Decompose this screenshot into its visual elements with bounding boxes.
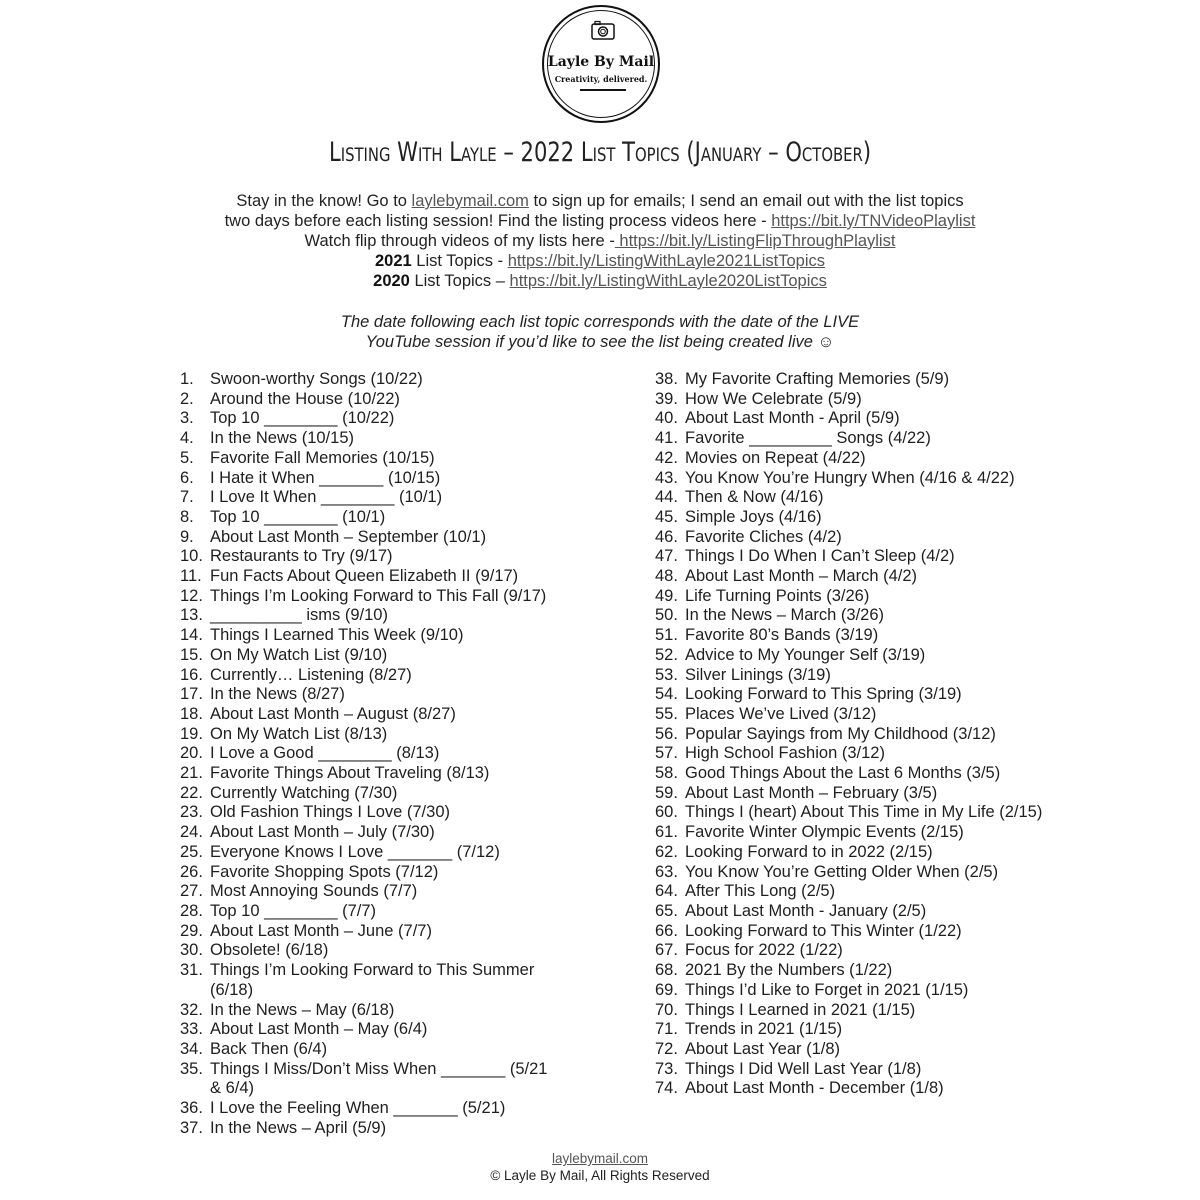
list-item-number: 51.	[655, 626, 678, 645]
year-2020-label: 2020	[373, 272, 410, 290]
list-item-text: On My Watch List (8/13)	[210, 724, 388, 743]
list-item-text: Currently… Listening (8/27)	[210, 665, 412, 684]
list-item-text: Things I Miss/Don’t Miss When _______ (5/21 & 6/4)	[210, 1059, 548, 1098]
list-item-text: In the News (8/27)	[210, 685, 345, 704]
list-item-number: 6.	[180, 468, 194, 487]
list-item-text: Top 10 ________ (7/7)	[210, 901, 377, 920]
list-item-number: 28.	[180, 901, 203, 920]
list-item-text: Focus for 2022 (1/22)	[685, 941, 843, 960]
list-item-text: Then & Now (4/16)	[685, 488, 824, 507]
list-item	[655, 784, 1075, 804]
list-item	[180, 587, 640, 607]
list-item	[180, 1040, 640, 1060]
list-item-number: 44.	[655, 488, 678, 507]
list-item-text: I Love a Good ________ (8/13)	[210, 744, 440, 763]
list-item-text: Movies on Repeat (4/22)	[685, 448, 866, 467]
list-item	[180, 1119, 640, 1139]
list-item	[180, 1020, 640, 1040]
list-item-number: 69.	[655, 980, 678, 999]
list-item-text: I Love the Feeling When _______ (5/21)	[210, 1099, 506, 1118]
list-item-number: 49.	[655, 586, 678, 605]
footer-copyright: © Layle By Mail, All Rights Reserved	[490, 1168, 710, 1183]
list-item-number: 70.	[655, 1000, 678, 1019]
list-item	[655, 922, 1075, 942]
list-item-number: 62.	[655, 842, 678, 861]
list-item	[180, 823, 640, 843]
list-item-text: Looking Forward to This Winter (1/22)	[685, 921, 962, 940]
list-item-text: Most Annoying Sounds (7/7)	[210, 882, 418, 901]
list-item-number: 67.	[655, 941, 678, 960]
list-item-number: 53.	[655, 665, 678, 684]
camera-icon	[591, 20, 615, 40]
list-item	[655, 882, 1075, 902]
list-item-text: Swoon-worthy Songs (10/22)	[210, 370, 423, 388]
list-item-text: Favorite Fall Memories (10/15)	[210, 448, 435, 467]
list-item	[655, 429, 1075, 449]
list-item-text: I Love It When ________ (10/1)	[210, 488, 443, 507]
list-item-number: 26.	[180, 862, 203, 881]
list-item	[655, 725, 1075, 745]
list-item-text: About Last Month – March (4/2)	[685, 567, 918, 586]
list-item-text: In the News (10/15)	[210, 429, 354, 448]
intro-text: two days before each listing session! Find the listing process videos here -	[224, 212, 772, 230]
list-item-number: 32.	[180, 1000, 203, 1019]
list-item-number: 12.	[180, 586, 203, 605]
list-item-number: 31.	[180, 961, 203, 980]
list-item	[655, 606, 1075, 626]
list-item-text: My Favorite Crafting Memories (5/9)	[685, 370, 950, 388]
list-item-text: About Last Month – May (6/4)	[210, 1020, 428, 1039]
list-item-number: 56.	[655, 724, 678, 743]
list-item	[180, 606, 640, 626]
list-item	[180, 922, 640, 942]
intro-line-3	[0, 231, 1200, 251]
intro-line-4	[0, 251, 1200, 271]
list-item-number: 68.	[655, 961, 678, 980]
list-item-number: 37.	[180, 1118, 203, 1137]
list-item-text: In the News – April (5/9)	[210, 1118, 387, 1137]
year-2021-label: 2021	[374, 252, 412, 270]
list-item-text: Favorite Shopping Spots (7/12)	[210, 862, 439, 881]
list-item	[655, 902, 1075, 922]
list-item-text: Looking Forward to This Spring (3/19)	[685, 685, 962, 704]
list-item-number: 63.	[655, 862, 678, 881]
list-item-text: About Last Month – July (7/30)	[210, 823, 435, 842]
list-item	[180, 882, 640, 902]
list-item	[655, 567, 1075, 587]
footer	[0, 1150, 1200, 1184]
list-item-number: 5.	[180, 448, 194, 467]
list-item	[180, 528, 640, 548]
list-item-number: 52.	[655, 645, 678, 664]
list-item-number: 29.	[180, 921, 203, 940]
list-item-text: __________ isms (9/10)	[210, 606, 388, 625]
list-item-number: 39.	[655, 389, 678, 408]
list-item	[180, 803, 640, 823]
list-item-text: Back Then (6/4)	[210, 1039, 328, 1058]
list-item-text: Old Fashion Things I Love (7/30)	[210, 803, 450, 822]
list-item	[655, 744, 1075, 764]
list-item-number: 43.	[655, 468, 678, 487]
logo-tagline: Creativity, delivered.	[554, 74, 648, 84]
list-item	[655, 843, 1075, 863]
list-item	[655, 449, 1075, 469]
list-item-text: Fun Facts About Queen Elizabeth II (9/17)	[210, 567, 519, 586]
list-item-number: 73.	[655, 1059, 678, 1078]
list-item	[180, 1099, 640, 1119]
intro-line-1	[0, 191, 1200, 211]
list-item-number: 48.	[655, 567, 678, 586]
list-item-number: 7.	[180, 488, 194, 507]
list-item-text: Life Turning Points (3/26)	[685, 586, 870, 605]
list-item-number: 41.	[655, 429, 678, 448]
list-item-text: After This Long (2/5)	[685, 882, 836, 901]
list-item-text: On My Watch List (9/10)	[210, 645, 388, 664]
video-playlist-link[interactable]: https://bit.ly/TNVideoPlaylist	[771, 212, 976, 230]
logo-brand-name: Layle By Mail	[547, 54, 655, 70]
list-item-text: How We Celebrate (5/9)	[685, 389, 862, 408]
list-item	[655, 488, 1075, 508]
logo	[542, 5, 660, 123]
list-item-number: 47.	[655, 547, 678, 566]
list-item-text: High School Fashion (3/12)	[685, 744, 885, 763]
list-item-number: 30.	[180, 941, 203, 960]
list-item	[655, 587, 1075, 607]
footer-website-link[interactable]: laylebymail.com	[551, 1151, 649, 1166]
list-item-number: 60.	[655, 803, 678, 822]
list-item-number: 27.	[180, 882, 203, 901]
list-item-number: 72.	[655, 1039, 678, 1058]
list-item	[180, 843, 640, 863]
date-note	[0, 312, 1200, 352]
list-item	[655, 1079, 1075, 1099]
list-item-number: 22.	[180, 783, 203, 802]
list-item	[180, 508, 640, 528]
list-item-text: Top 10 ________ (10/1)	[210, 507, 386, 526]
list-item	[655, 685, 1075, 705]
list-item-number: 13.	[180, 606, 203, 625]
list-item	[180, 1001, 640, 1021]
intro-block	[0, 191, 1200, 291]
topics-2021-link[interactable]: https://bit.ly/ListingWithLayle2021ListTopics	[507, 252, 826, 270]
intro-text: List Topics -	[411, 252, 508, 270]
list-item-number: 23.	[180, 803, 203, 822]
list-item-text: Favorite _________ Songs (4/22)	[685, 429, 931, 448]
list-item-text: Looking Forward to in 2022 (2/15)	[685, 842, 933, 861]
list-item	[180, 666, 640, 686]
list-item-number: 61.	[655, 823, 678, 842]
list-item-number: 57.	[655, 744, 678, 763]
list-item-text: Things I Learned This Week (9/10)	[210, 626, 464, 645]
list-item-text: About Last Month - December (1/8)	[685, 1079, 944, 1098]
list-item-number: 58.	[655, 764, 678, 783]
topic-list-right	[655, 370, 1075, 1099]
list-item	[655, 370, 1075, 390]
list-item	[655, 390, 1075, 410]
list-item-text: Things I (heart) About This Time in My Life (2/15)	[685, 803, 1043, 822]
list-item-number: 4.	[180, 429, 194, 448]
logo-rule	[580, 89, 626, 91]
list-item-number: 40.	[655, 409, 678, 428]
list-item	[655, 409, 1075, 429]
list-item-text: Advice to My Younger Self (3/19)	[685, 645, 926, 664]
list-item-number: 17.	[180, 685, 203, 704]
list-item-text: About Last Month – June (7/7)	[210, 921, 432, 940]
list-item-number: 15.	[180, 645, 203, 664]
list-item	[655, 547, 1075, 567]
list-item	[180, 390, 640, 410]
list-item	[655, 961, 1075, 981]
list-item	[180, 370, 640, 390]
intro-line-5	[0, 271, 1200, 291]
list-item-number: 1.	[180, 370, 194, 388]
list-item	[655, 1060, 1075, 1080]
list-item-text: About Last Month - January (2/5)	[685, 901, 927, 920]
list-item	[180, 764, 640, 784]
list-item-text: Things I’m Looking Forward to This Summer (6/18)	[210, 961, 535, 999]
intro-line-2	[0, 211, 1200, 231]
list-item	[180, 626, 640, 646]
list-item-number: 10.	[180, 547, 203, 566]
list-item-number: 66.	[655, 921, 678, 940]
list-item-number: 38.	[655, 370, 678, 388]
list-item-text: About Last Month - April (5/9)	[685, 409, 900, 428]
topic-list-left	[180, 370, 640, 1138]
list-item-text: Popular Sayings from My Childhood (3/12)	[685, 724, 996, 743]
list-item-number: 11.	[180, 567, 202, 586]
list-item-number: 24.	[180, 823, 203, 842]
intro-text: List Topics –	[409, 272, 510, 290]
list-item-number: 35.	[180, 1059, 203, 1078]
list-item-number: 54.	[655, 685, 678, 704]
list-item-text: You Know You’re Hungry When (4/16 & 4/22)	[685, 468, 1015, 487]
list-item-text: About Last Year (1/8)	[685, 1039, 841, 1058]
list-item-number: 18.	[180, 704, 203, 723]
page-title: Listing With Layle – 2022 List Topics (January – October)	[328, 137, 872, 168]
list-item	[655, 469, 1075, 489]
list-item-text: Simple Joys (4/16)	[685, 507, 822, 526]
list-item-text: Places We’ve Lived (3/12)	[685, 704, 877, 723]
date-note-line-1: The date following each list topic corresponds with the date of the LIVE	[340, 313, 860, 331]
list-item-number: 33.	[180, 1020, 203, 1039]
list-item	[655, 528, 1075, 548]
list-item-text: Favorite Things About Traveling (8/13)	[210, 764, 490, 783]
list-item-number: 16.	[180, 665, 203, 684]
list-item-text: Currently Watching (7/30)	[210, 783, 398, 802]
list-item-number: 14.	[180, 626, 203, 645]
list-item	[655, 646, 1075, 666]
list-item	[655, 1001, 1075, 1021]
list-item	[180, 902, 640, 922]
list-item-text: 2021 By the Numbers (1/22)	[685, 961, 893, 980]
list-item-text: Obsolete! (6/18)	[210, 941, 329, 960]
list-item-text: Top 10 ________ (10/22)	[210, 409, 395, 428]
list-item-number: 2.	[180, 389, 194, 408]
list-item	[180, 547, 640, 567]
list-item	[180, 646, 640, 666]
intro-text: to sign up for emails; I send an email out with the list topics	[528, 192, 964, 210]
list-item	[180, 784, 640, 804]
list-item-number: 71.	[655, 1020, 678, 1039]
list-item-text: Around the House (10/22)	[210, 389, 400, 408]
list-item	[655, 1020, 1075, 1040]
list-item-number: 46.	[655, 527, 678, 546]
list-item-number: 34.	[180, 1039, 203, 1058]
list-item-number: 25.	[180, 842, 203, 861]
list-item-number: 74.	[655, 1079, 678, 1098]
list-item	[180, 705, 640, 725]
list-item-text: Favorite 80’s Bands (3/19)	[685, 626, 879, 645]
list-item-text: Silver Linings (3/19)	[685, 665, 831, 684]
list-item	[655, 666, 1075, 686]
list-item-number: 65.	[655, 901, 678, 920]
list-item-number: 3.	[180, 409, 194, 428]
list-item-text: Things I’m Looking Forward to This Fall (9/17)	[210, 586, 547, 605]
list-item-text: Trends in 2021 (1/15)	[685, 1020, 843, 1039]
list-item-text: Things I Do When I Can’t Sleep (4/2)	[685, 547, 955, 566]
list-item-text: In the News – May (6/18)	[210, 1000, 395, 1019]
list-item	[655, 941, 1075, 961]
list-item-text: Everyone Knows I Love _______ (7/12)	[210, 842, 500, 861]
list-item-text: Favorite Cliches (4/2)	[685, 527, 842, 546]
list-item	[180, 961, 640, 1000]
list-item-number: 59.	[655, 783, 678, 802]
list-item-number: 8.	[180, 507, 194, 526]
topics-2020-link[interactable]: https://bit.ly/ListingWithLayle2020ListTopics	[509, 272, 827, 290]
list-item	[180, 449, 640, 469]
list-item	[655, 863, 1075, 883]
list-item	[180, 567, 640, 587]
list-item	[180, 488, 640, 508]
list-item-text: Things I’d Like to Forget in 2021 (1/15)	[685, 980, 969, 999]
intro-text: Watch flip through videos of my lists here -	[304, 232, 615, 250]
list-item	[180, 725, 640, 745]
list-item-number: 45.	[655, 507, 678, 526]
laylebymail-link[interactable]: laylebymail.com	[411, 192, 529, 210]
list-item	[655, 508, 1075, 528]
list-item	[655, 1040, 1075, 1060]
list-item	[180, 744, 640, 764]
list-item-number: 50.	[655, 606, 678, 625]
list-item	[180, 469, 640, 489]
list-item	[655, 823, 1075, 843]
list-item	[180, 685, 640, 705]
list-item-number: 42.	[655, 448, 678, 467]
list-item-text: About Last Month – September (10/1)	[210, 527, 487, 546]
list-item-number: 21.	[180, 764, 203, 783]
list-item-number: 20.	[180, 744, 203, 763]
list-item	[180, 941, 640, 961]
list-item-number: 19.	[180, 724, 203, 743]
list-item	[655, 764, 1075, 784]
list-item-text: Favorite Winter Olympic Events (2/15)	[685, 823, 964, 842]
list-item-text: About Last Month – August (8/27)	[210, 704, 456, 723]
list-item	[655, 626, 1075, 646]
list-item-text: I Hate it When _______ (10/15)	[210, 468, 441, 487]
list-item	[180, 1060, 640, 1099]
list-item-text: Things I Learned in 2021 (1/15)	[685, 1000, 916, 1019]
flip-through-playlist-link[interactable]: https://bit.ly/ListingFlipThroughPlaylist	[614, 232, 896, 250]
list-item	[655, 803, 1075, 823]
list-item-text: In the News – March (3/26)	[685, 606, 884, 625]
list-item-number: 9.	[180, 527, 194, 546]
list-item-number: 55.	[655, 704, 678, 723]
list-item	[180, 409, 640, 429]
list-item-text: Restaurants to Try (9/17)	[210, 547, 393, 566]
list-item-number: 64.	[655, 882, 678, 901]
list-item	[180, 863, 640, 883]
list-item-text: You Know You’re Getting Older When (2/5)	[685, 862, 999, 881]
date-note-line-2: YouTube session if you’d like to see the list being created live ☺	[365, 333, 835, 351]
list-item	[655, 981, 1075, 1001]
list-item-text: About Last Month – February (3/5)	[685, 783, 938, 802]
list-item-text: Good Things About the Last 6 Months (3/5)	[685, 764, 1001, 783]
list-item-number: 36.	[180, 1099, 203, 1118]
list-item	[655, 705, 1075, 725]
list-item	[180, 429, 640, 449]
list-item-text: Things I Did Well Last Year (1/8)	[685, 1059, 922, 1078]
intro-text: Stay in the know! Go to	[236, 192, 412, 210]
